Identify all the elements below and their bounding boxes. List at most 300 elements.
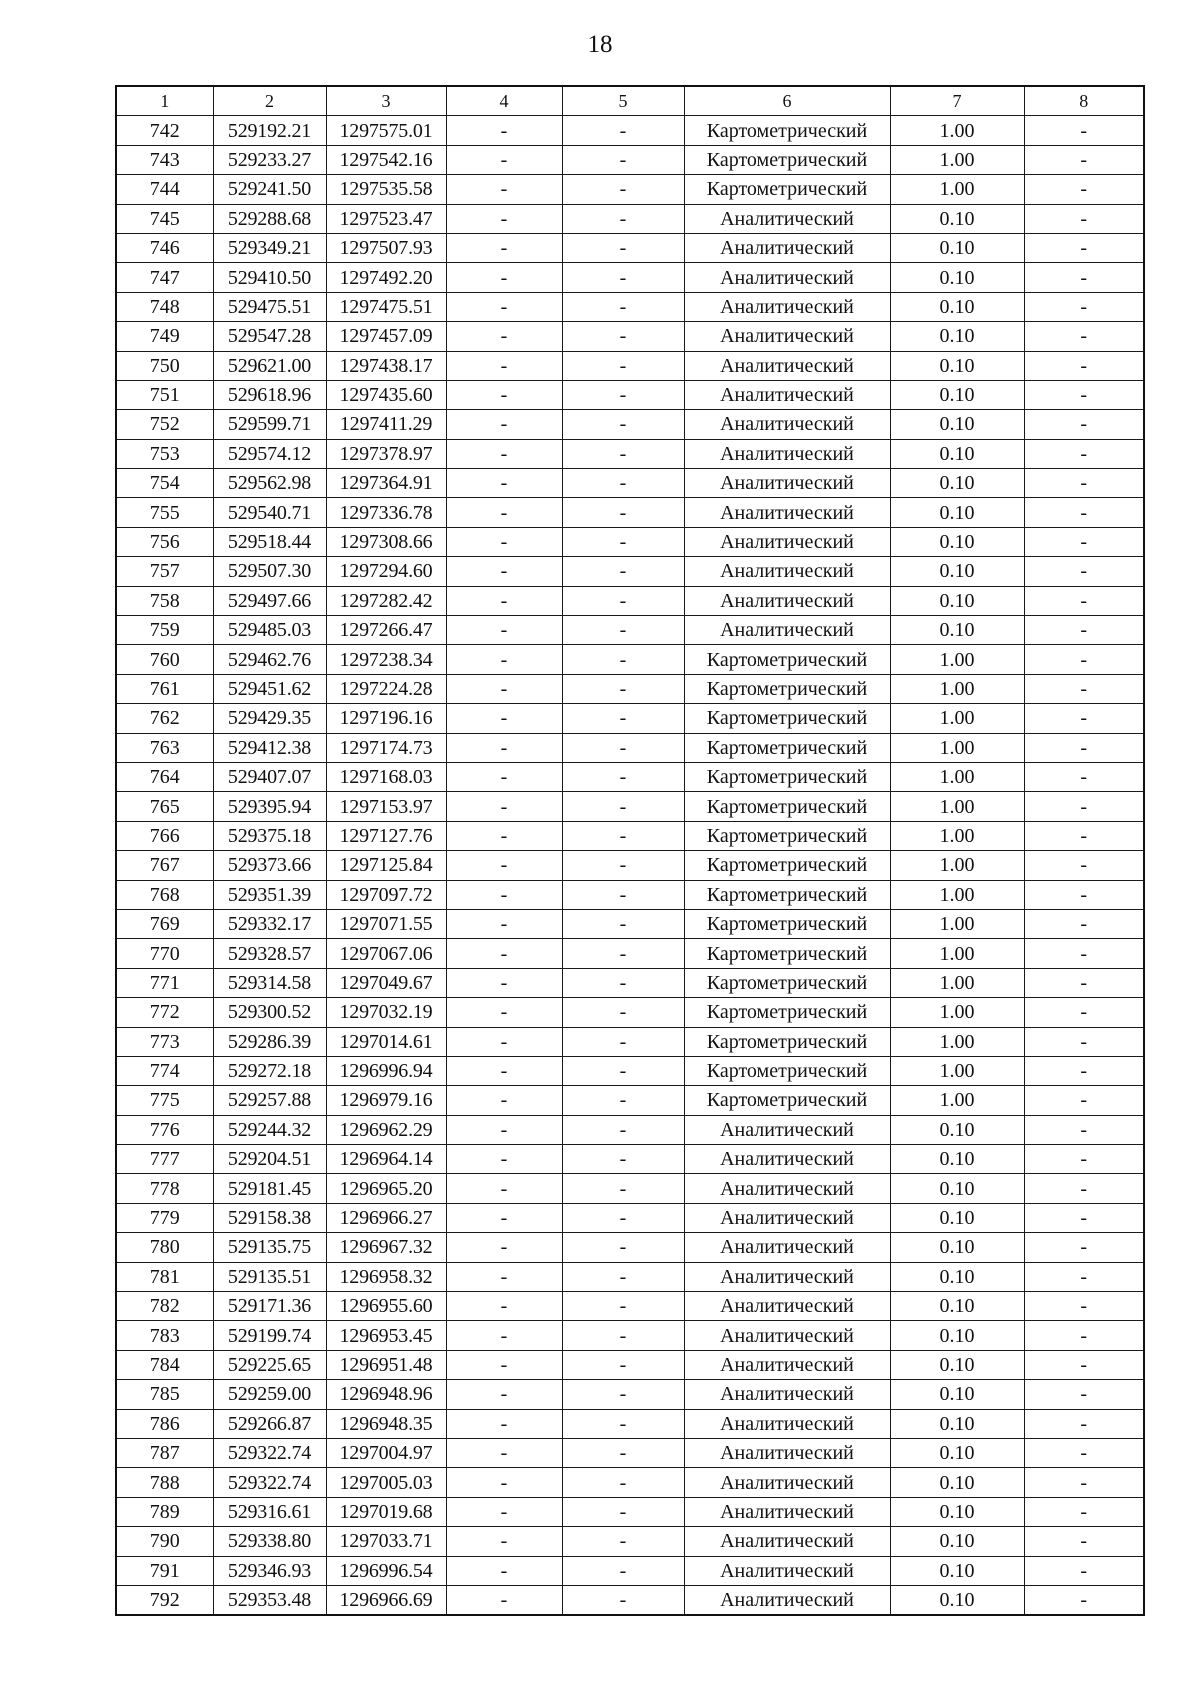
point-number-cell: 769: [116, 909, 213, 938]
col4-value-cell: -: [446, 116, 562, 145]
accuracy-cell: 0.10: [890, 1145, 1024, 1174]
x-coordinate-cell: 529181.45: [213, 1174, 326, 1203]
col8-value-cell: -: [1024, 1321, 1144, 1350]
method-cell: Аналитический: [684, 1380, 890, 1409]
accuracy-cell: 1.00: [890, 1056, 1024, 1085]
point-number-cell: 761: [116, 674, 213, 703]
col8-value-cell: -: [1024, 116, 1144, 145]
y-coordinate-cell: 1296996.54: [326, 1556, 446, 1585]
method-cell: Аналитический: [684, 1203, 890, 1232]
point-number-cell: 780: [116, 1233, 213, 1262]
y-coordinate-cell: 1297308.66: [326, 527, 446, 556]
point-number-cell: 781: [116, 1262, 213, 1291]
col4-value-cell: -: [446, 586, 562, 615]
col5-value-cell: -: [562, 1262, 684, 1291]
y-coordinate-cell: 1297457.09: [326, 322, 446, 351]
col4-value-cell: -: [446, 1262, 562, 1291]
point-number-cell: 748: [116, 292, 213, 321]
col8-value-cell: -: [1024, 410, 1144, 439]
col4-value-cell: -: [446, 1409, 562, 1438]
point-number-cell: 784: [116, 1350, 213, 1379]
method-cell: Аналитический: [684, 1556, 890, 1585]
x-coordinate-cell: 529322.74: [213, 1438, 326, 1467]
col8-value-cell: -: [1024, 1527, 1144, 1556]
col5-value-cell: -: [562, 762, 684, 791]
y-coordinate-cell: 1296967.32: [326, 1233, 446, 1262]
x-coordinate-cell: 529518.44: [213, 527, 326, 556]
x-coordinate-cell: 529300.52: [213, 998, 326, 1027]
y-coordinate-cell: 1297071.55: [326, 909, 446, 938]
method-cell: Картометрический: [684, 1086, 890, 1115]
x-coordinate-cell: 529338.80: [213, 1527, 326, 1556]
col5-value-cell: -: [562, 1527, 684, 1556]
table-row: [116, 439, 1144, 468]
col5-value-cell: -: [562, 792, 684, 821]
col4-value-cell: -: [446, 968, 562, 997]
table-row: [116, 498, 1144, 527]
col4-value-cell: -: [446, 1086, 562, 1115]
method-cell: Аналитический: [684, 1468, 890, 1497]
table-row: [116, 116, 1144, 145]
y-coordinate-cell: 1297168.03: [326, 762, 446, 791]
col4-value-cell: -: [446, 616, 562, 645]
point-number-cell: 745: [116, 204, 213, 233]
col8-value-cell: -: [1024, 1292, 1144, 1321]
point-number-cell: 743: [116, 145, 213, 174]
col4-value-cell: -: [446, 674, 562, 703]
accuracy-cell: 0.10: [890, 1321, 1024, 1350]
x-coordinate-cell: 529314.58: [213, 968, 326, 997]
col4-value-cell: -: [446, 175, 562, 204]
x-coordinate-cell: 529497.66: [213, 586, 326, 615]
y-coordinate-cell: 1296964.14: [326, 1145, 446, 1174]
col5-value-cell: -: [562, 557, 684, 586]
header-row: [116, 86, 1144, 116]
col8-value-cell: -: [1024, 733, 1144, 762]
col5-value-cell: -: [562, 175, 684, 204]
col8-value-cell: -: [1024, 1203, 1144, 1232]
table-row: [116, 968, 1144, 997]
point-number-cell: 773: [116, 1027, 213, 1056]
method-cell: Аналитический: [684, 1233, 890, 1262]
x-coordinate-cell: 529322.74: [213, 1468, 326, 1497]
point-number-cell: 788: [116, 1468, 213, 1497]
column-header-3: 3: [326, 86, 446, 116]
x-coordinate-cell: 529158.38: [213, 1203, 326, 1232]
column-header-8: 8: [1024, 86, 1144, 116]
accuracy-cell: 0.10: [890, 616, 1024, 645]
y-coordinate-cell: 1297127.76: [326, 821, 446, 850]
col8-value-cell: -: [1024, 1145, 1144, 1174]
table-row: [116, 380, 1144, 409]
y-coordinate-cell: 1297049.67: [326, 968, 446, 997]
accuracy-cell: 1.00: [890, 674, 1024, 703]
col8-value-cell: -: [1024, 1438, 1144, 1467]
table-row: [116, 322, 1144, 351]
y-coordinate-cell: 1297153.97: [326, 792, 446, 821]
accuracy-cell: 1.00: [890, 880, 1024, 909]
col5-value-cell: -: [562, 527, 684, 556]
method-cell: Картометрический: [684, 1027, 890, 1056]
x-coordinate-cell: 529328.57: [213, 939, 326, 968]
accuracy-cell: 1.00: [890, 116, 1024, 145]
table-row: [116, 469, 1144, 498]
col5-value-cell: -: [562, 116, 684, 145]
x-coordinate-cell: 529574.12: [213, 439, 326, 468]
accuracy-cell: 0.10: [890, 263, 1024, 292]
x-coordinate-cell: 529475.51: [213, 292, 326, 321]
method-cell: Аналитический: [684, 557, 890, 586]
col4-value-cell: -: [446, 439, 562, 468]
point-number-cell: 778: [116, 1174, 213, 1203]
point-number-cell: 746: [116, 233, 213, 262]
col5-value-cell: -: [562, 204, 684, 233]
point-number-cell: 755: [116, 498, 213, 527]
point-number-cell: 786: [116, 1409, 213, 1438]
col4-value-cell: -: [446, 1556, 562, 1585]
table-row: [116, 909, 1144, 938]
y-coordinate-cell: 1296948.96: [326, 1380, 446, 1409]
method-cell: Аналитический: [684, 1115, 890, 1144]
table-row: [116, 351, 1144, 380]
col8-value-cell: -: [1024, 645, 1144, 674]
x-coordinate-cell: 529259.00: [213, 1380, 326, 1409]
method-cell: Картометрический: [684, 733, 890, 762]
table-row: [116, 1321, 1144, 1350]
accuracy-cell: 0.10: [890, 410, 1024, 439]
accuracy-cell: 0.10: [890, 557, 1024, 586]
table-row: [116, 1203, 1144, 1232]
col4-value-cell: -: [446, 1497, 562, 1526]
point-number-cell: 752: [116, 410, 213, 439]
x-coordinate-cell: 529192.21: [213, 116, 326, 145]
col5-value-cell: -: [562, 733, 684, 762]
point-number-cell: 774: [116, 1056, 213, 1085]
method-cell: Аналитический: [684, 204, 890, 233]
col5-value-cell: -: [562, 939, 684, 968]
y-coordinate-cell: 1297196.16: [326, 704, 446, 733]
col8-value-cell: -: [1024, 263, 1144, 292]
table-row: [116, 1174, 1144, 1203]
point-number-cell: 759: [116, 616, 213, 645]
y-coordinate-cell: 1296951.48: [326, 1350, 446, 1379]
col4-value-cell: -: [446, 557, 562, 586]
point-number-cell: 771: [116, 968, 213, 997]
col5-value-cell: -: [562, 263, 684, 292]
method-cell: Картометрический: [684, 792, 890, 821]
method-cell: Картометрический: [684, 645, 890, 674]
accuracy-cell: 0.10: [890, 233, 1024, 262]
y-coordinate-cell: 1297266.47: [326, 616, 446, 645]
col5-value-cell: -: [562, 351, 684, 380]
x-coordinate-cell: 529429.35: [213, 704, 326, 733]
method-cell: Аналитический: [684, 469, 890, 498]
col8-value-cell: -: [1024, 1380, 1144, 1409]
method-cell: Аналитический: [684, 1321, 890, 1350]
point-number-cell: 763: [116, 733, 213, 762]
table-row: [116, 1409, 1144, 1438]
x-coordinate-cell: 529332.17: [213, 909, 326, 938]
y-coordinate-cell: 1297492.20: [326, 263, 446, 292]
col5-value-cell: -: [562, 1233, 684, 1262]
col8-value-cell: -: [1024, 1027, 1144, 1056]
method-cell: Аналитический: [684, 1262, 890, 1291]
accuracy-cell: 0.10: [890, 527, 1024, 556]
col4-value-cell: -: [446, 880, 562, 909]
table-row: [116, 821, 1144, 850]
y-coordinate-cell: 1297224.28: [326, 674, 446, 703]
point-number-cell: 764: [116, 762, 213, 791]
col5-value-cell: -: [562, 704, 684, 733]
table-row: [116, 851, 1144, 880]
accuracy-cell: 1.00: [890, 145, 1024, 174]
point-number-cell: 783: [116, 1321, 213, 1350]
table-row: [116, 410, 1144, 439]
y-coordinate-cell: 1297435.60: [326, 380, 446, 409]
col5-value-cell: -: [562, 410, 684, 439]
col5-value-cell: -: [562, 380, 684, 409]
method-cell: Картометрический: [684, 116, 890, 145]
col5-value-cell: -: [562, 469, 684, 498]
table-row: [116, 204, 1144, 233]
accuracy-cell: 0.10: [890, 292, 1024, 321]
col4-value-cell: -: [446, 998, 562, 1027]
col4-value-cell: -: [446, 1233, 562, 1262]
accuracy-cell: 1.00: [890, 1027, 1024, 1056]
x-coordinate-cell: 529618.96: [213, 380, 326, 409]
col5-value-cell: -: [562, 498, 684, 527]
x-coordinate-cell: 529412.38: [213, 733, 326, 762]
col8-value-cell: -: [1024, 851, 1144, 880]
col8-value-cell: -: [1024, 292, 1144, 321]
y-coordinate-cell: 1297378.97: [326, 439, 446, 468]
col5-value-cell: -: [562, 586, 684, 615]
col8-value-cell: -: [1024, 1409, 1144, 1438]
table-row: [116, 1233, 1144, 1262]
y-coordinate-cell: 1297336.78: [326, 498, 446, 527]
table-row: [116, 645, 1144, 674]
accuracy-cell: 0.10: [890, 1380, 1024, 1409]
col8-value-cell: -: [1024, 145, 1144, 174]
accuracy-cell: 0.10: [890, 1585, 1024, 1615]
point-number-cell: 770: [116, 939, 213, 968]
y-coordinate-cell: 1297542.16: [326, 145, 446, 174]
table-row: [116, 1056, 1144, 1085]
col8-value-cell: -: [1024, 1585, 1144, 1615]
x-coordinate-cell: 529349.21: [213, 233, 326, 262]
method-cell: Аналитический: [684, 380, 890, 409]
x-coordinate-cell: 529135.75: [213, 1233, 326, 1262]
method-cell: Картометрический: [684, 909, 890, 938]
col4-value-cell: -: [446, 1527, 562, 1556]
y-coordinate-cell: 1296953.45: [326, 1321, 446, 1350]
col8-value-cell: -: [1024, 557, 1144, 586]
col4-value-cell: -: [446, 821, 562, 850]
point-number-cell: 750: [116, 351, 213, 380]
col4-value-cell: -: [446, 204, 562, 233]
accuracy-cell: 1.00: [890, 733, 1024, 762]
method-cell: Аналитический: [684, 498, 890, 527]
y-coordinate-cell: 1297097.72: [326, 880, 446, 909]
table-row: [116, 1585, 1144, 1615]
point-number-cell: 753: [116, 439, 213, 468]
table-row: [116, 1497, 1144, 1526]
col4-value-cell: -: [446, 704, 562, 733]
method-cell: Аналитический: [684, 292, 890, 321]
x-coordinate-cell: 529462.76: [213, 645, 326, 674]
y-coordinate-cell: 1297438.17: [326, 351, 446, 380]
accuracy-cell: 1.00: [890, 1086, 1024, 1115]
x-coordinate-cell: 529373.66: [213, 851, 326, 880]
col8-value-cell: -: [1024, 322, 1144, 351]
x-coordinate-cell: 529346.93: [213, 1556, 326, 1585]
point-number-cell: 767: [116, 851, 213, 880]
column-header-5: 5: [562, 86, 684, 116]
method-cell: Картометрический: [684, 145, 890, 174]
y-coordinate-cell: 1297014.61: [326, 1027, 446, 1056]
column-header-6: 6: [684, 86, 890, 116]
x-coordinate-cell: 529272.18: [213, 1056, 326, 1085]
coordinates-table: [115, 85, 1145, 1616]
x-coordinate-cell: 529351.39: [213, 880, 326, 909]
col5-value-cell: -: [562, 1115, 684, 1144]
table-row: [116, 263, 1144, 292]
col4-value-cell: -: [446, 1438, 562, 1467]
table-row: [116, 1350, 1144, 1379]
col8-value-cell: -: [1024, 527, 1144, 556]
y-coordinate-cell: 1297282.42: [326, 586, 446, 615]
y-coordinate-cell: 1297475.51: [326, 292, 446, 321]
table-body: [116, 116, 1144, 1615]
y-coordinate-cell: 1297364.91: [326, 469, 446, 498]
table-row: [116, 674, 1144, 703]
accuracy-cell: 0.10: [890, 439, 1024, 468]
accuracy-cell: 0.10: [890, 469, 1024, 498]
col5-value-cell: -: [562, 1468, 684, 1497]
col4-value-cell: -: [446, 1203, 562, 1232]
x-coordinate-cell: 529257.88: [213, 1086, 326, 1115]
method-cell: Аналитический: [684, 263, 890, 292]
accuracy-cell: 1.00: [890, 645, 1024, 674]
col4-value-cell: -: [446, 233, 562, 262]
table-row: [116, 1262, 1144, 1291]
y-coordinate-cell: 1297125.84: [326, 851, 446, 880]
x-coordinate-cell: 529225.65: [213, 1350, 326, 1379]
col8-value-cell: -: [1024, 1497, 1144, 1526]
method-cell: Аналитический: [684, 1409, 890, 1438]
col5-value-cell: -: [562, 322, 684, 351]
point-number-cell: 762: [116, 704, 213, 733]
col8-value-cell: -: [1024, 762, 1144, 791]
y-coordinate-cell: 1297507.93: [326, 233, 446, 262]
col4-value-cell: -: [446, 1056, 562, 1085]
col4-value-cell: -: [446, 1174, 562, 1203]
col8-value-cell: -: [1024, 380, 1144, 409]
accuracy-cell: 0.10: [890, 1497, 1024, 1526]
col8-value-cell: -: [1024, 1556, 1144, 1585]
col8-value-cell: -: [1024, 1233, 1144, 1262]
y-coordinate-cell: 1297535.58: [326, 175, 446, 204]
y-coordinate-cell: 1297523.47: [326, 204, 446, 233]
method-cell: Картометрический: [684, 1056, 890, 1085]
col5-value-cell: -: [562, 998, 684, 1027]
col8-value-cell: -: [1024, 1350, 1144, 1379]
y-coordinate-cell: 1297238.34: [326, 645, 446, 674]
point-number-cell: 792: [116, 1585, 213, 1615]
col4-value-cell: -: [446, 792, 562, 821]
accuracy-cell: 0.10: [890, 1350, 1024, 1379]
method-cell: Картометрический: [684, 880, 890, 909]
col8-value-cell: -: [1024, 175, 1144, 204]
table-row: [116, 1292, 1144, 1321]
method-cell: Аналитический: [684, 233, 890, 262]
col4-value-cell: -: [446, 1321, 562, 1350]
col8-value-cell: -: [1024, 792, 1144, 821]
x-coordinate-cell: 529241.50: [213, 175, 326, 204]
method-cell: Аналитический: [684, 527, 890, 556]
col8-value-cell: -: [1024, 351, 1144, 380]
col4-value-cell: -: [446, 469, 562, 498]
accuracy-cell: 0.10: [890, 498, 1024, 527]
x-coordinate-cell: 529199.74: [213, 1321, 326, 1350]
x-coordinate-cell: 529407.07: [213, 762, 326, 791]
accuracy-cell: 0.10: [890, 322, 1024, 351]
x-coordinate-cell: 529451.62: [213, 674, 326, 703]
y-coordinate-cell: 1296979.16: [326, 1086, 446, 1115]
method-cell: Картометрический: [684, 704, 890, 733]
x-coordinate-cell: 529286.39: [213, 1027, 326, 1056]
y-coordinate-cell: 1296958.32: [326, 1262, 446, 1291]
point-number-cell: 791: [116, 1556, 213, 1585]
point-number-cell: 782: [116, 1292, 213, 1321]
table-row: [116, 557, 1144, 586]
x-coordinate-cell: 529375.18: [213, 821, 326, 850]
col5-value-cell: -: [562, 145, 684, 174]
accuracy-cell: 0.10: [890, 1115, 1024, 1144]
x-coordinate-cell: 529316.61: [213, 1497, 326, 1526]
col5-value-cell: -: [562, 1203, 684, 1232]
col5-value-cell: -: [562, 1585, 684, 1615]
y-coordinate-cell: 1296966.69: [326, 1585, 446, 1615]
method-cell: Картометрический: [684, 674, 890, 703]
col5-value-cell: -: [562, 1380, 684, 1409]
accuracy-cell: 0.10: [890, 1292, 1024, 1321]
x-coordinate-cell: 529353.48: [213, 1585, 326, 1615]
column-header-1: 1: [116, 86, 213, 116]
accuracy-cell: 0.10: [890, 1233, 1024, 1262]
point-number-cell: 790: [116, 1527, 213, 1556]
method-cell: Аналитический: [684, 586, 890, 615]
y-coordinate-cell: 1296948.35: [326, 1409, 446, 1438]
method-cell: Аналитический: [684, 616, 890, 645]
y-coordinate-cell: 1297294.60: [326, 557, 446, 586]
y-coordinate-cell: 1297033.71: [326, 1527, 446, 1556]
accuracy-cell: 0.10: [890, 1527, 1024, 1556]
x-coordinate-cell: 529547.28: [213, 322, 326, 351]
point-number-cell: 756: [116, 527, 213, 556]
method-cell: Картометрический: [684, 939, 890, 968]
table-row: [116, 792, 1144, 821]
table-row: [116, 616, 1144, 645]
point-number-cell: 765: [116, 792, 213, 821]
col5-value-cell: -: [562, 1556, 684, 1585]
y-coordinate-cell: 1296962.29: [326, 1115, 446, 1144]
col4-value-cell: -: [446, 1145, 562, 1174]
point-number-cell: 747: [116, 263, 213, 292]
col4-value-cell: -: [446, 909, 562, 938]
table-row: [116, 233, 1144, 262]
accuracy-cell: 0.10: [890, 380, 1024, 409]
